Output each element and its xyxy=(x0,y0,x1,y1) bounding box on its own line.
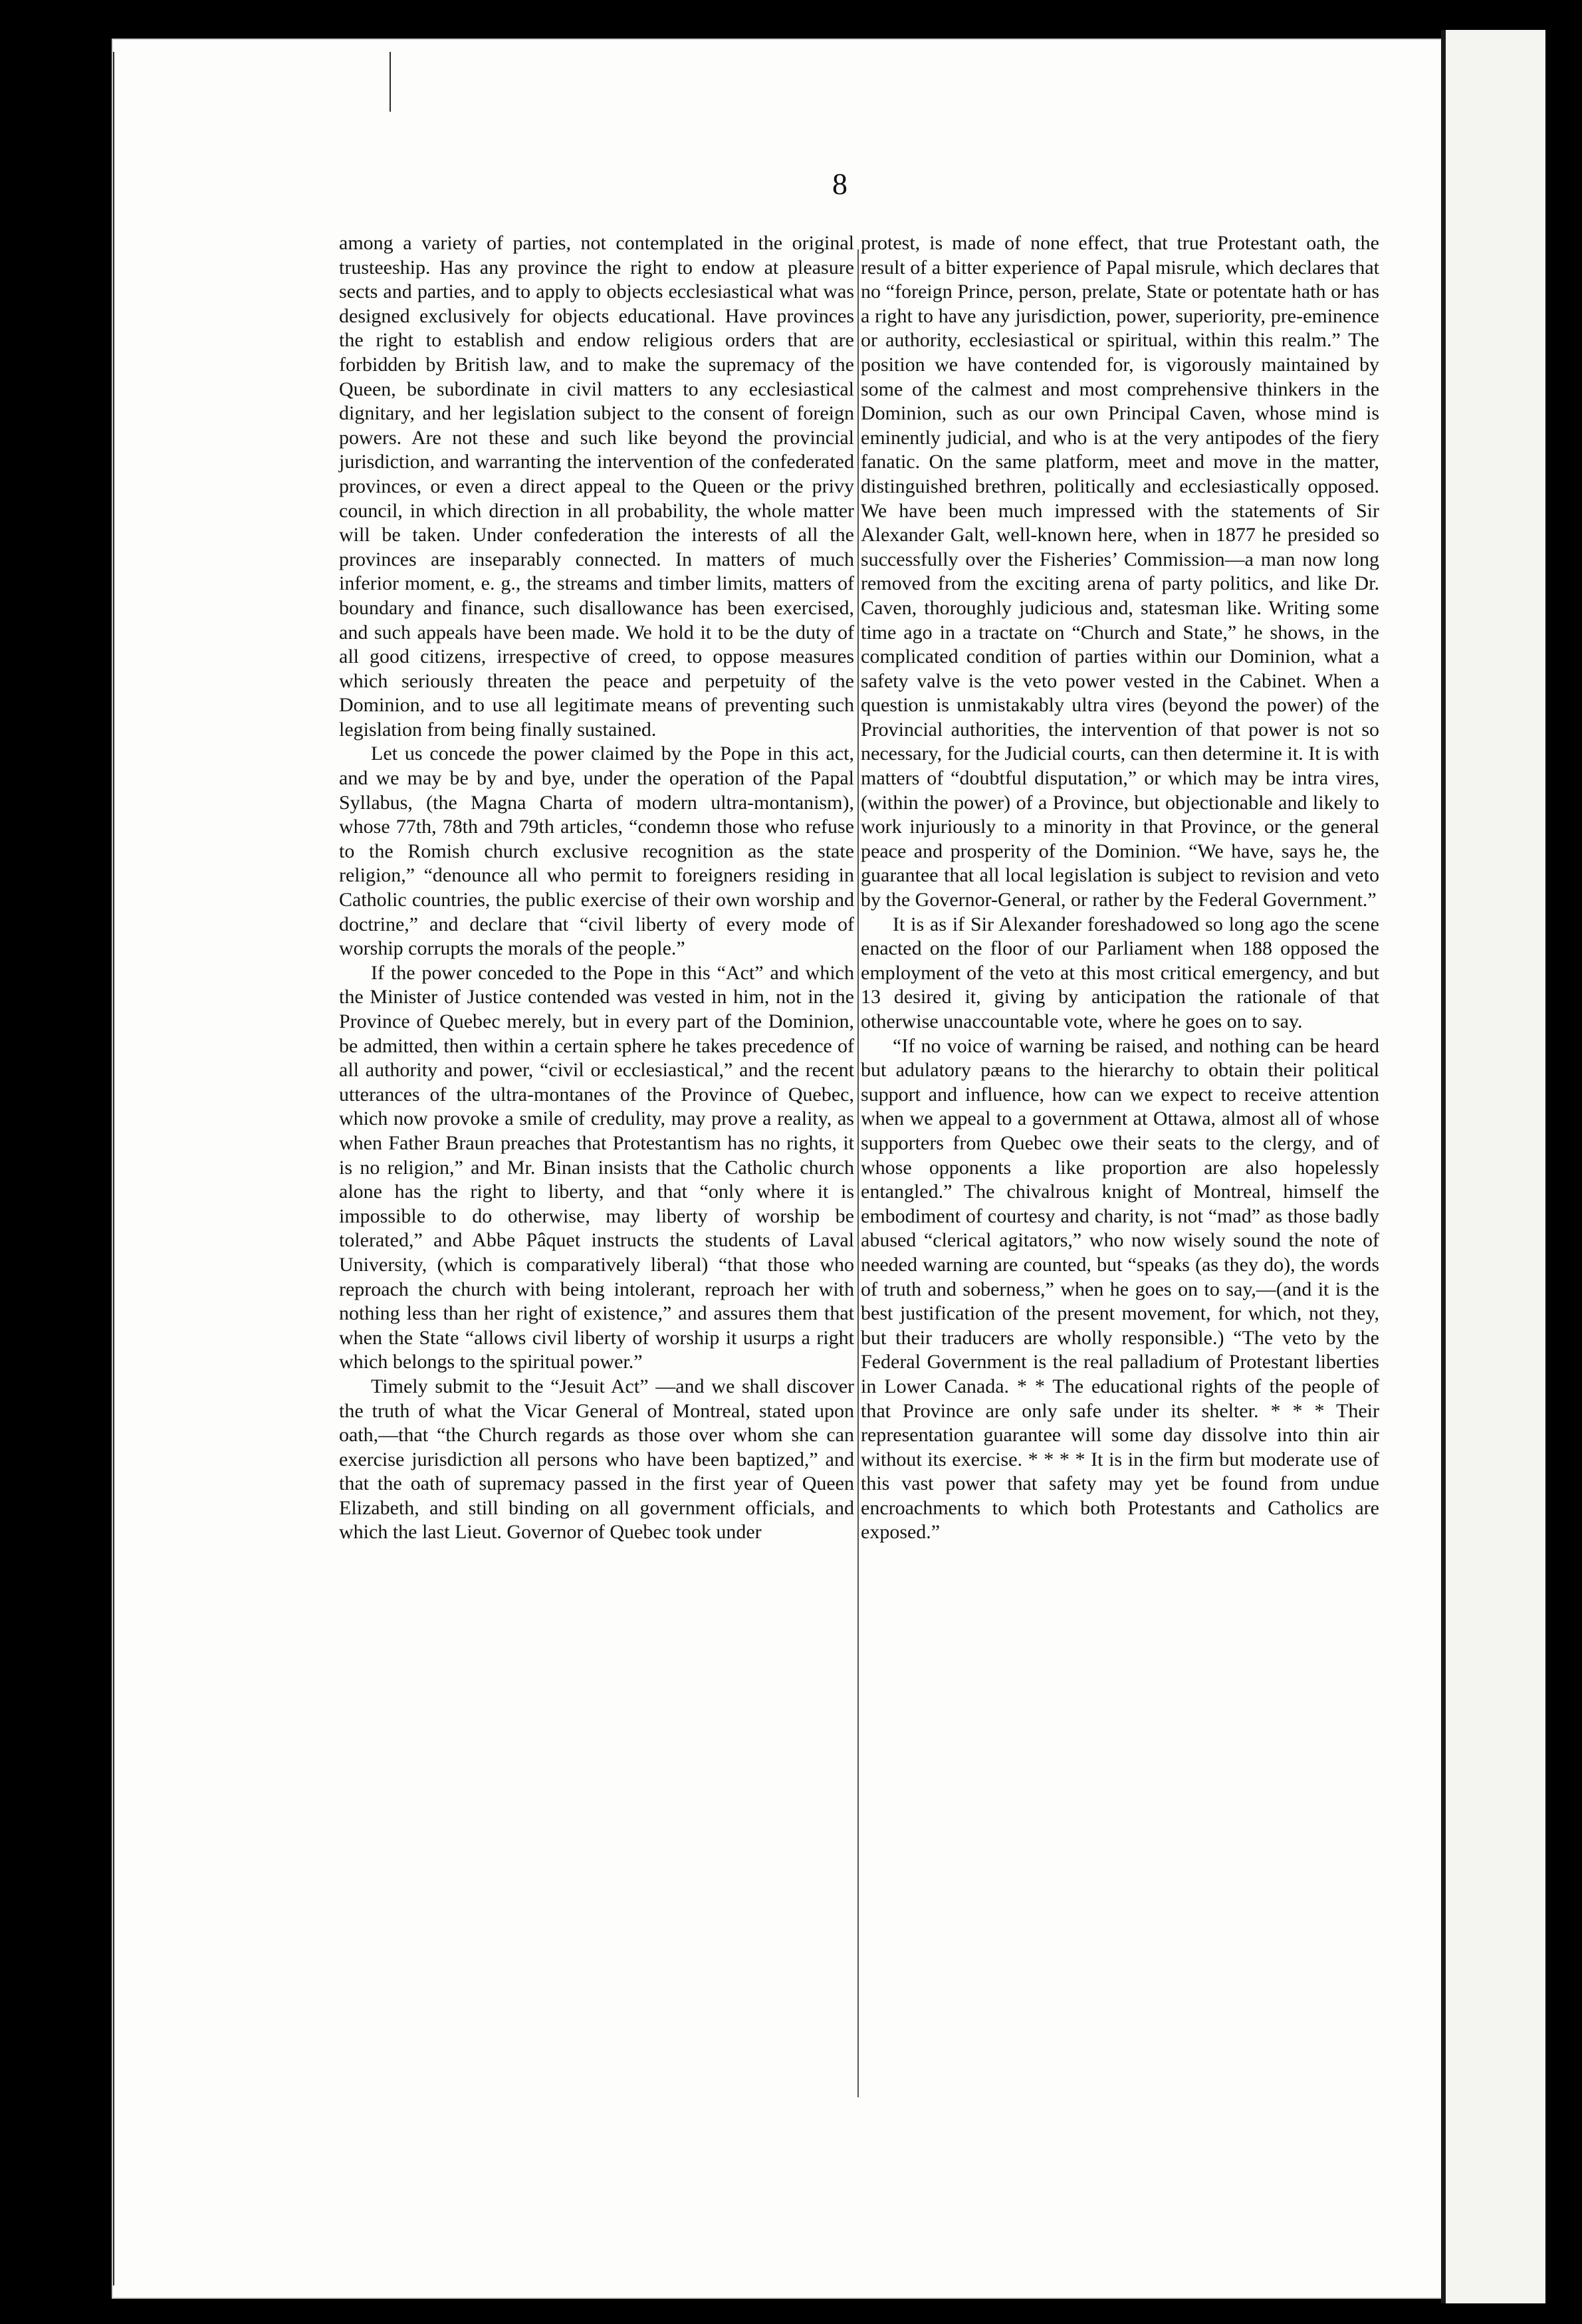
left-paragraph: If the power conceded to the Pope in this “Act” and which the Minister of Justice contended was vested in him, not in the Province of Quebec merely, but in every part of the Dominion, be admitted, then within a certain sphere he takes precedence of all authority and power, “civil or ecclesiastical,” and the recent utterances of the ultra-montanes of the Province of Quebec, which now provoke a smile of credulity, may prove a reality, as when Father Braun preaches that Protestantism has no rights, it is no religion,” and Mr. Binan insists that the Catholic church alone has the right to liberty, and that “only where it is impossible to do otherwise, may liberty of worship be tolerated,” and Abbe Pâquet instructs the students of Laval University, (which is comparatively liberal) “that those who reproach the church with being intolerant, reproach her with nothing less than her right of existence,” and assures them that when the State “allows civil liberty of worship it usurps a right which belongs to the spiritual power.” xyxy=(339,961,854,1373)
right-paragraph: protest, is made of none effect, that true Protestant oath, the result of a bitter experience of Papal misrule, which declares that no “foreign Prince, person, prelate, State or potentate hath or has a right to have any jurisdiction, power, superiority, pre-eminence or authority, ecclesiastical or spiritual, within this realm.” The position we have contended for, is vigorously maintained by some of the calmest and most comprehensive thinkers in the Dominion, such as our own Principal Caven, whose mind is eminently judicial, and who is at the very antipodes of the fiery fanatic. On the same platform, meet and move in the matter, distinguished brethren, politically and ecclesiastically opposed. We have been much impressed with the statements of Sir Alexander Galt, well-known here, when in 1877 he presided so successfully over the Fisheries’ Commission—a man now long removed from the exciting arena of party politics, and like Dr. Caven, thoroughly judicious and, statesman like. Writing some time ago in a tractate on “Church and State,” he shows, in the complicated condition of parties within our Dominion, what a safety valve is the veto power vested in the Cabinet. When a question is unmistakably ultra vires (beyond the power) of the Provincial authorities, the intervention of that power is not so necessary, for the Judicial courts, can then determine it. It is with matters of “doubtful disputation,” or which may be intra vires, (within the power) of a Province, but objectionable and likely to work injuriously to a minority in that Province, or the general peace and prosperity of the Dominion. “We have, says he, the guarantee that all local legislation is subject to revision and veto by the Governor-General, or rather by the Federal Government.” xyxy=(861,232,1379,911)
left-paragraph: Let us concede the power claimed by the Pope in this act, and we may be by and bye, under the operation of the Papal Syllabus, (the Magna Charta of modern ultra-montanism), whose 77th, 78th and 79th articles, “condemn those who refuse to the Romish church exclusive recognition as the state religion,” “denounce all who permit to foreigners residing in Catholic countries, the public exercise of their own worship and doctrine,” and declare that “civil liberty of every mode of worship corrupts the morals of the people.” xyxy=(339,743,854,960)
facing-page-edge xyxy=(1446,30,1545,2303)
facing-page-gutter xyxy=(1441,30,1446,2303)
left-paragraph: among a variety of parties, not contemplated in the original trusteeship. Has any province the right to endow at pleasure sects and parties, and to apply to objects ecclesiastical what was designed exclusively for objects educational. Have provinces the right to establish and endow religious orders that are forbidden by British law, and to make the supremacy of the Queen, be subordinate in civil matters to any ecclesiastical dignitary, and her legislation subject to the consent of foreign powers. Are not these and such like beyond the provincial jurisdiction, and warranting the intervention of the confederated provinces, or even a direct appeal to the Queen or the privy council, in which direction in all probability, the whole matter will be taken. Under confederation the interests of all the provinces are inseparably connected. In matters of much inferior moment, e. g., the streams and timber limits, matters of boundary and finance, such disallowance has been exercised, and such appeals have been made. We hold it to be the duty of all good citizens, irrespective of creed, to oppose measures which seriously threaten the peace and perpetuity of the Dominion, and to use all legitimate means of preventing such legislation from being finally sustained. xyxy=(339,232,854,741)
right-paragraph: It is as if Sir Alexander foreshadowed so long ago the scene enacted on the floor of our Parliament when 188 opposed the employment of the veto at this most critical emergency, and but 13 desired it, giving by anticipation the rationale of that otherwise unaccountable vote, where he goes on to say. xyxy=(861,913,1379,1032)
left-paragraph: Timely submit to the “Jesuit Act” —and we shall discover the truth of what the Vicar General of Montreal, stated upon oath,—that “the Church regards as those over whom she can exercise jurisdiction all persons who have been baptized,” and that the oath of supremacy passed in the first year of Queen Elizabeth, and still binding on all government officials, and which the last Lieut. Governor of Quebec took under xyxy=(339,1375,854,1544)
right-paragraph: “If no voice of warning be raised, and nothing can be heard but adulatory pæans to the hierarchy to obtain their political support and influence, how can we expect to receive attention when we appeal to a government at Ottawa, almost all of whose supporters from Quebec owe their seats to the clergy, and of whose opponents a like proportion are also hopelessly entangled.” The chivalrous knight of Montreal, himself the embodiment of courtesy and charity, is not “mad” as those badly abused “clerical agitators,” who now wisely sound the note of needed warning are counted, but “speaks (as they do), the words of truth and soberness,” when he goes on to say,—(and it is the best justification of the present movement, for which, not they, but their traducers are wholly responsible.) “The veto by the Federal Government is the real palladium of Protestant liberties in Lower Canada. * * The educational rights of the people of that Province are only safe under its shelter. * * * Their representation guarantee will some day dissolve into thin air without its exercise. * * * * It is in the firm but moderate use of this vast power that safety may yet be found from undue encroachments to which both Protestants and Catholics are exposed.” xyxy=(861,1034,1379,1544)
column-rule xyxy=(857,249,859,2097)
binding-mark xyxy=(390,52,391,112)
page-left-edge xyxy=(113,52,114,2285)
page-number: 8 xyxy=(832,167,848,201)
right-column xyxy=(861,231,1379,1545)
left-column xyxy=(339,231,854,1545)
